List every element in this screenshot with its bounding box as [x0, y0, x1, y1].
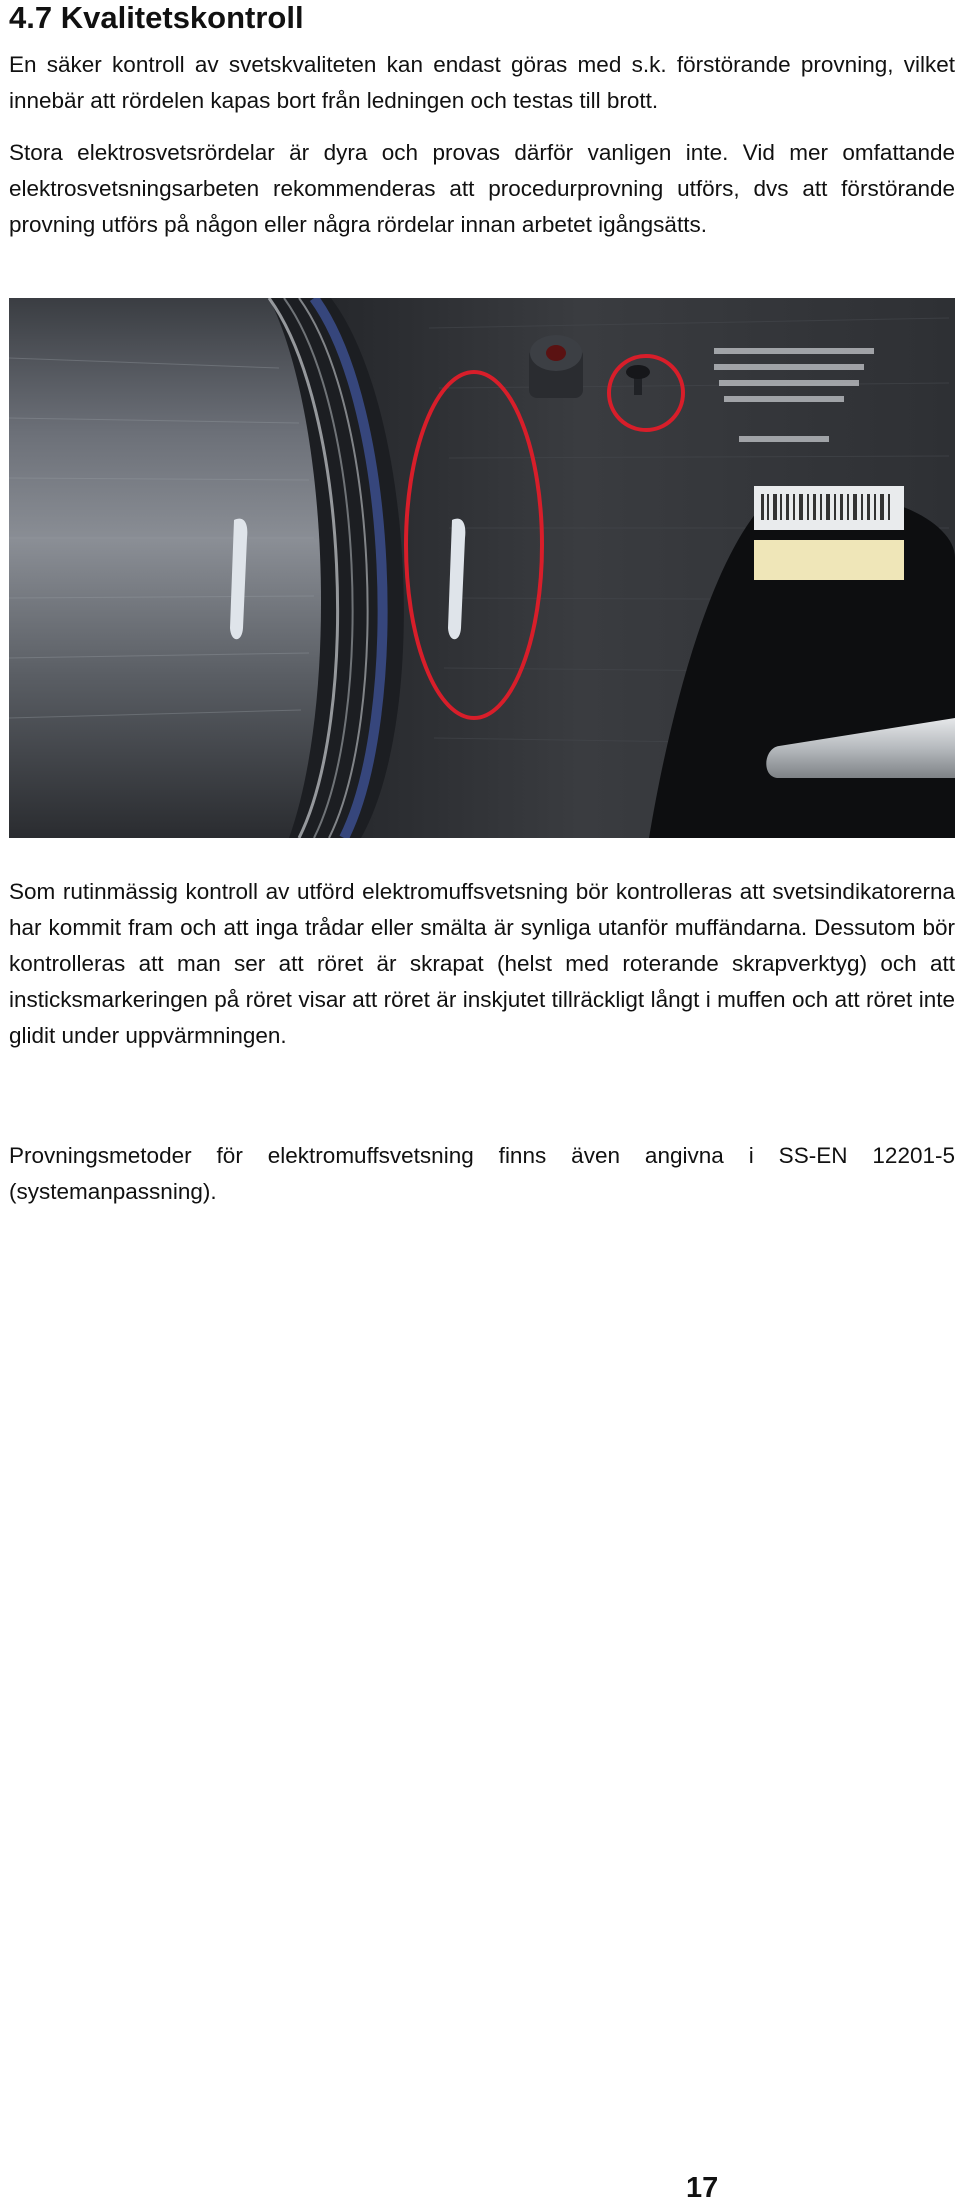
paragraph-procedure-testing: Stora elektrosvetsrördelar är dyra och provas därför vanligen inte. Vid mer omfattande elektrosvetsningsarbeten rekommenderas att procedurprovning utförs, dvs att förstörande provning utförs på någon eller några rördelar innan arbetet igångsätts. — [9, 140, 955, 237]
electrofusion-coupling-photo — [9, 298, 955, 838]
section-heading: 4.7 Kvalitetskontroll — [9, 0, 304, 35]
page-number: 17 — [686, 2172, 719, 2204]
paragraph-routine-inspection: Som rutinmässig kontroll av utförd elektromuffsvetsning bör kontrolleras att svetsindikatorerna har kommit fram och att inga trådar eller smälta är synliga utanför muffändarna. Dessutom bör kontrolleras att man ser att röret är skrapat (helst med roterande skrapverktyg) och att insticksmarkeringen på röret visar att röret är inskjutet tillräckligt långt i muffen och att röret inte glidit under uppvärmningen. — [9, 879, 955, 1048]
paragraph-destructive-testing: En säker kontroll av svetskvaliteten kan endast göras med s.k. förstörande provning, vilket innebär att rördelen kapas bort från ledningen och testas till brott. — [9, 52, 955, 113]
paragraph-test-methods: Provningsmetoder för elektromuffsvetsning finns även angivna i SS-EN 12201-5 (systemanpassning). — [9, 1143, 955, 1204]
